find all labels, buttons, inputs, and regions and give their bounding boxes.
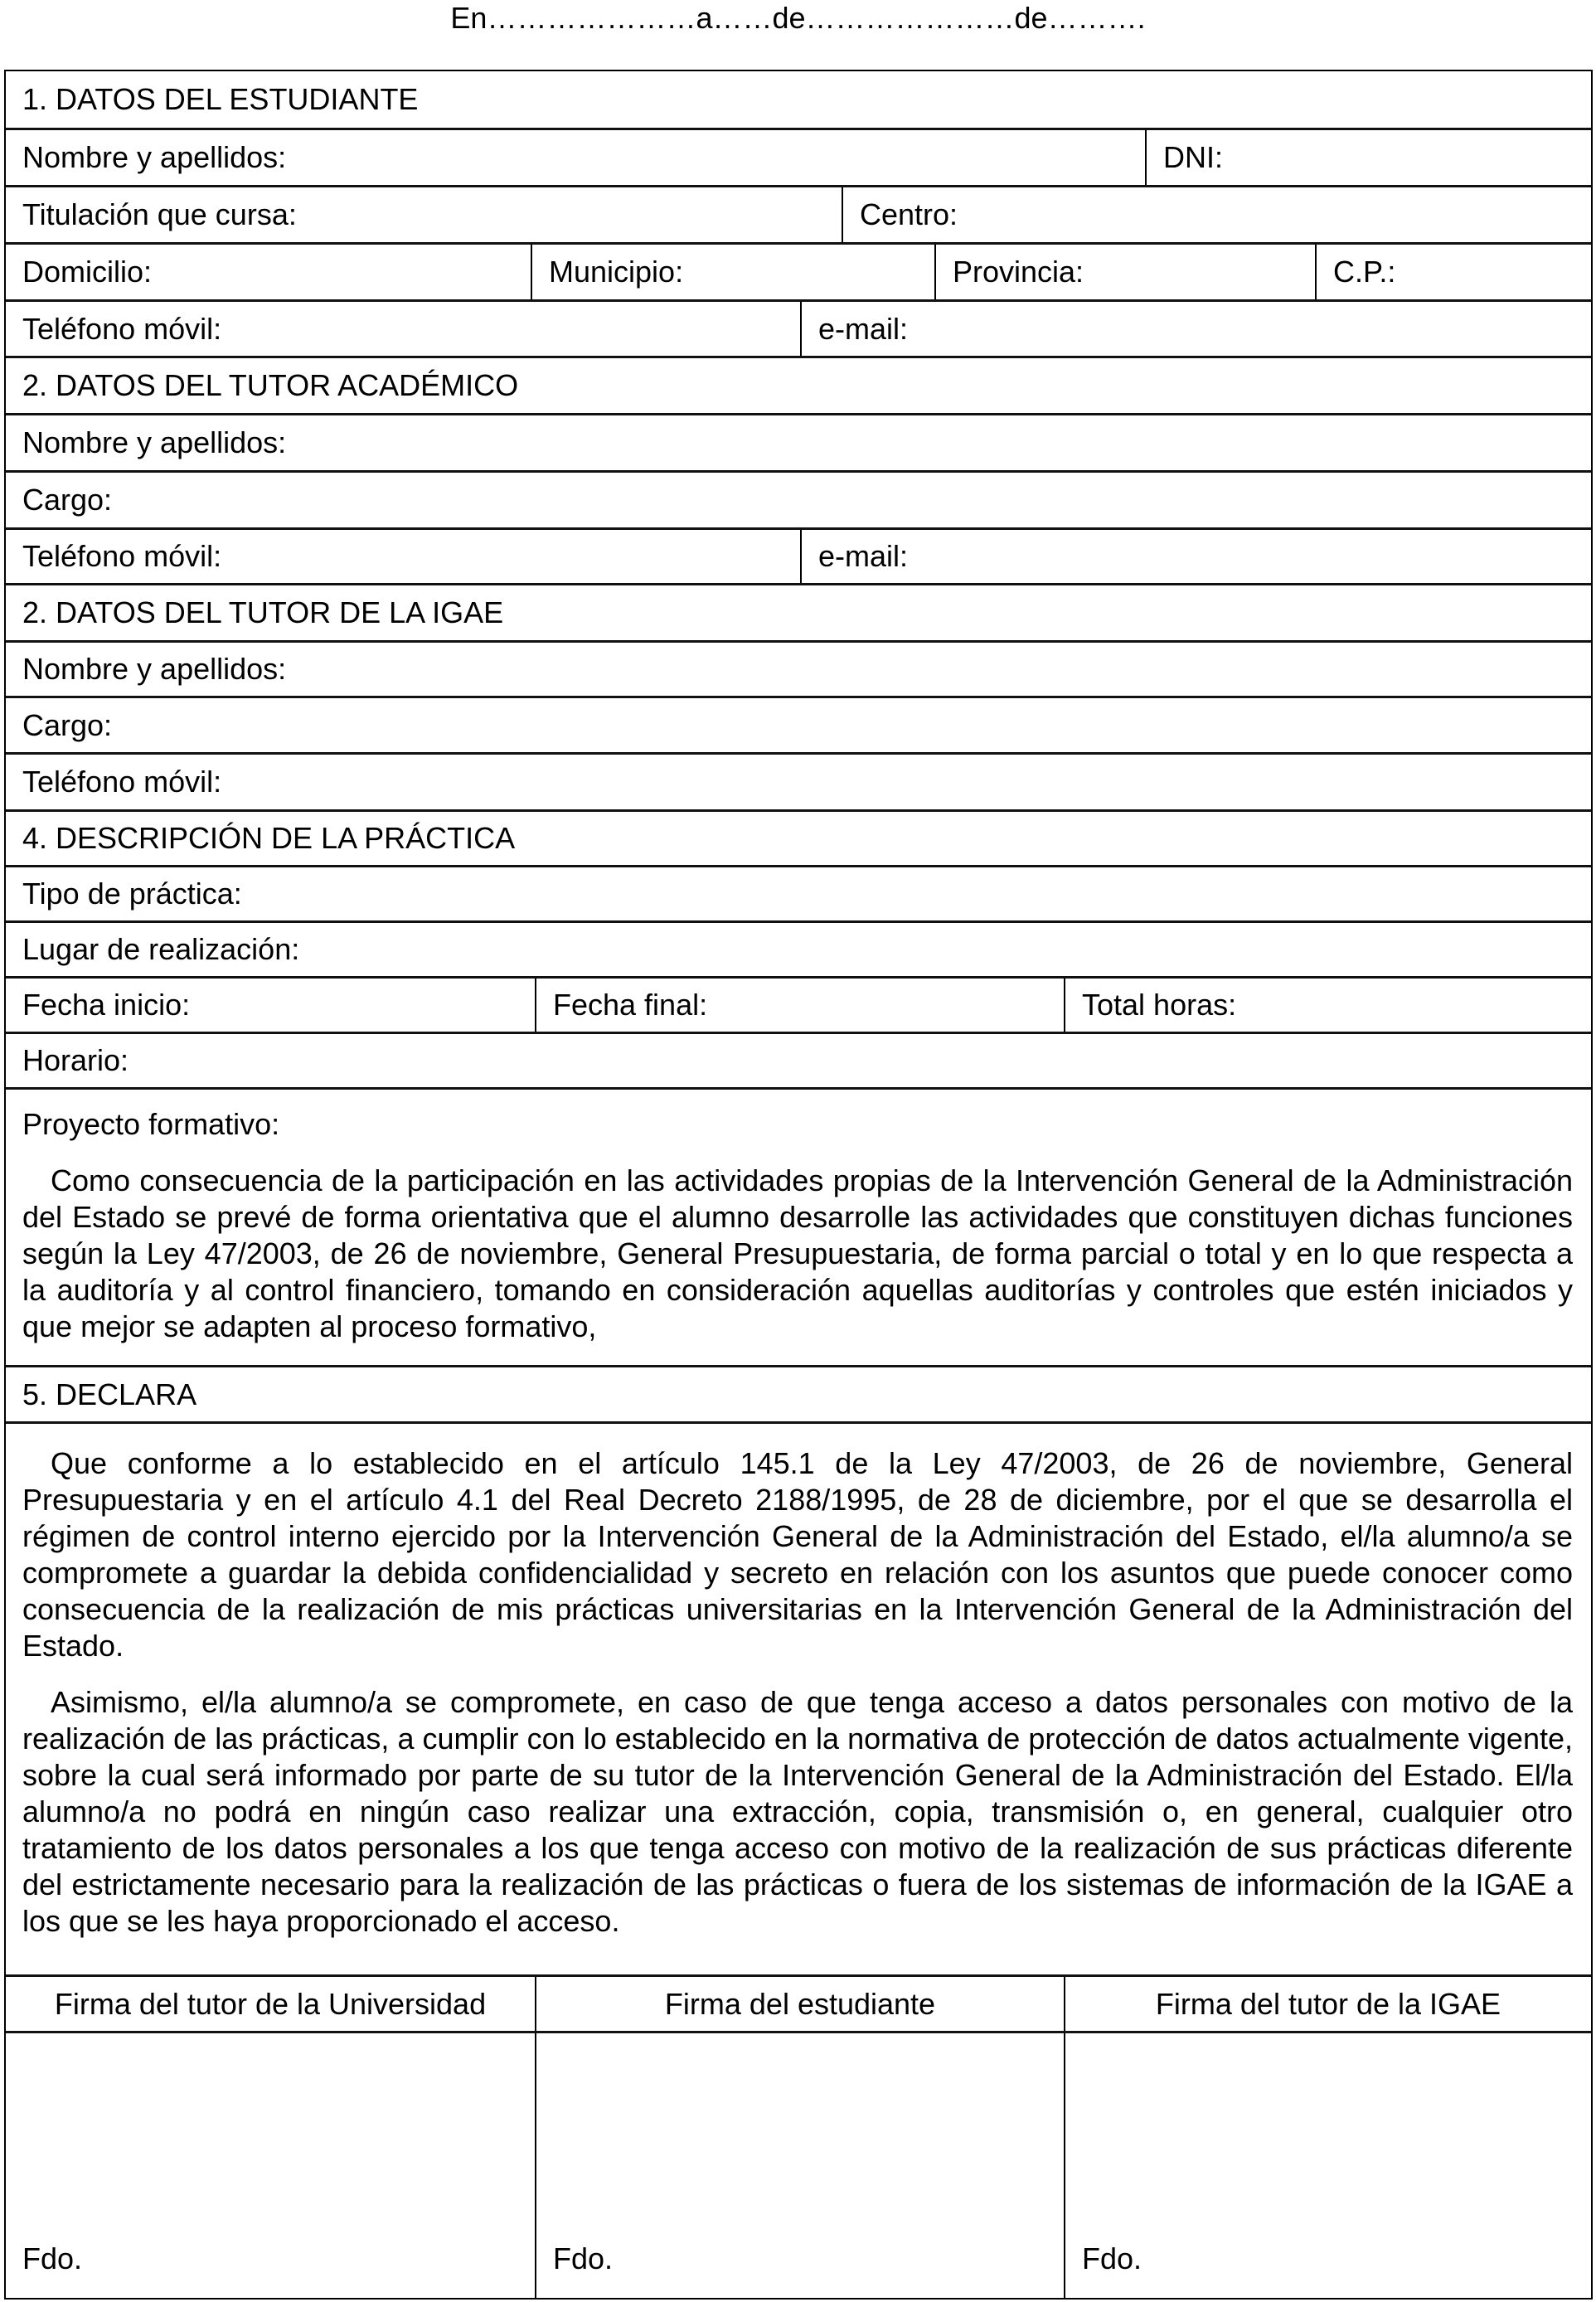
section-4-header-row — [6, 809, 1591, 865]
academic-tutor-name-row — [6, 413, 1591, 470]
section-5-header-row — [6, 1365, 1591, 1421]
student-degree-field[interactable]: Titulación que cursa: — [22, 197, 297, 231]
section-title: 2. DATOS DEL TUTOR ACADÉMICO — [22, 368, 519, 402]
total-hours-field[interactable]: Total horas: — [1064, 979, 1591, 1032]
date-line: En…………………a……de…………………de………. — [450, 1, 1146, 35]
university-tutor-signature-header: Firma del tutor de la Universidad — [54, 1986, 487, 2021]
student-contact-row — [6, 299, 1591, 356]
practice-location-field[interactable]: Lugar de realización: — [22, 932, 300, 966]
section-title: 5. DECLARA — [22, 1377, 197, 1411]
academic-tutor-position-field[interactable]: Cargo: — [22, 483, 113, 517]
end-date-field[interactable]: Fecha final: — [535, 979, 1064, 1032]
signature-header-row — [6, 1974, 1591, 2031]
student-address-row — [6, 242, 1591, 299]
student-degree-row — [6, 185, 1591, 242]
practice-dates-row — [6, 976, 1591, 1032]
declaration-paragraph: Asimismo, el/la alumno/a se compromete, en caso de que tenga acceso a datos personales con motivo de la realización de las prácticas, a cumplir con lo establecido en la normativa de protección de datos actualmente vigente, sobre la cual será informado por parte de su tutor de la Intervención General de la Administración del Estado. El/la alumno/a no podrá en ningún caso realizar una extracción, copia, transmisión o, en general, cualquier otro tratamiento de los datos personales a los que tenga acceso con motivo de la realización de sus prácticas diferente del estrictamente necesario para la realización de las prácticas o fuera de los sistemas de información de la IGAE a los que se les haya proporcionado el acceso. — [22, 1685, 1573, 1938]
signed-by-label: Fdo. — [22, 2241, 83, 2275]
declaration-cell — [6, 1424, 1591, 1974]
declaration-paragraph: Que conforme a lo establecido en el artículo 145.1 de la Ley 47/2003, de 26 de noviembre, General Presupuestaria y en el artículo 4.1 del Real Decreto 2188/1995, de 28 de diciembre, por el que se desarrolla el régimen de control interno ejercido por la Intervención General de la Administración del Estado, el/la alumno/a se compromete a guardar la debida confidencialidad y secreto en relación con los asuntos que puede conocer como consecuencia de la realización de mis prácticas universitarias en la Intervención General de la Administración del Estado. — [22, 1446, 1573, 1663]
section-title: 2. DATOS DEL TUTOR DE LA IGAE — [22, 595, 504, 629]
practice-type-row — [6, 865, 1591, 920]
student-center-field[interactable]: Centro: — [842, 187, 1591, 242]
section-title: 4. DESCRIPCIÓN DE LA PRÁCTICA — [22, 821, 516, 855]
signature-row — [6, 2031, 1591, 2298]
signed-by-label: Fdo. — [553, 2241, 614, 2275]
academic-tutor-name-field[interactable]: Nombre y apellidos: — [22, 425, 287, 459]
practice-agreement-form — [4, 70, 1593, 2300]
igae-tutor-name-row — [6, 640, 1591, 696]
university-tutor-signature-box[interactable] — [6, 2033, 535, 2298]
igae-tutor-name-field[interactable]: Nombre y apellidos: — [22, 652, 287, 686]
student-signature-box[interactable] — [535, 2033, 1064, 2298]
igae-tutor-signature-box[interactable] — [1064, 2033, 1591, 2298]
student-phone-field[interactable]: Teléfono móvil: — [22, 311, 222, 346]
practice-type-field[interactable]: Tipo de práctica: — [22, 877, 242, 911]
training-project-row — [6, 1087, 1591, 1365]
schedule-row — [6, 1032, 1591, 1087]
student-postal-code-field[interactable]: C.P.: — [1315, 245, 1591, 299]
declaration-row — [6, 1421, 1591, 1974]
section-1-header-row — [6, 71, 1591, 128]
igae-tutor-phone-field[interactable]: Teléfono móvil: — [22, 765, 222, 799]
student-email-field[interactable]: e-mail: — [800, 302, 1591, 356]
igae-tutor-position-field[interactable]: Cargo: — [22, 707, 113, 742]
schedule-field[interactable]: Horario: — [22, 1043, 129, 1077]
section-3-header-row — [6, 583, 1591, 640]
student-address-field[interactable]: Domicilio: — [22, 255, 153, 289]
student-name-row — [6, 128, 1591, 185]
academic-tutor-email-field[interactable]: e-mail: — [800, 530, 1591, 583]
igae-tutor-phone-row — [6, 752, 1591, 809]
section-title: 1. DATOS DEL ESTUDIANTE — [22, 82, 419, 116]
academic-tutor-phone-field[interactable]: Teléfono móvil: — [22, 539, 222, 573]
igae-tutor-position-row — [6, 696, 1591, 752]
training-project-cell — [6, 1090, 1591, 1365]
practice-location-row — [6, 920, 1591, 976]
academic-tutor-position-row — [6, 470, 1591, 527]
academic-tutor-contact-row — [6, 527, 1591, 583]
signed-by-label: Fdo. — [1082, 2241, 1142, 2275]
student-name-field[interactable]: Nombre y apellidos: — [22, 140, 287, 174]
training-project-label: Proyecto formativo: — [22, 1107, 280, 1141]
training-project-text: Como consecuencia de la participación en las actividades propias de la Intervención General de la Administración del Estado se prevé de forma orientativa que el alumno desarrolle las actividades que constituyen dichas funciones según la Ley 47/2003, de 26 de noviembre, General Presupuestaria, de forma parcial o total y en lo que respecta a la auditoría y al control financiero, tomando en consideración aquellas auditorías y controles que estén iniciados y que mejor se adapten al proceso formativo, — [22, 1163, 1573, 1343]
igae-tutor-signature-header: Firma del tutor de la IGAE — [1064, 1977, 1591, 2031]
start-date-field[interactable]: Fecha inicio: — [22, 988, 191, 1022]
student-municipality-field[interactable]: Municipio: — [531, 245, 934, 299]
student-signature-header: Firma del estudiante — [535, 1977, 1064, 2031]
student-province-field[interactable]: Provincia: — [934, 245, 1315, 299]
student-dni-field[interactable]: DNI: — [1145, 130, 1591, 185]
section-2-header-row — [6, 356, 1591, 413]
